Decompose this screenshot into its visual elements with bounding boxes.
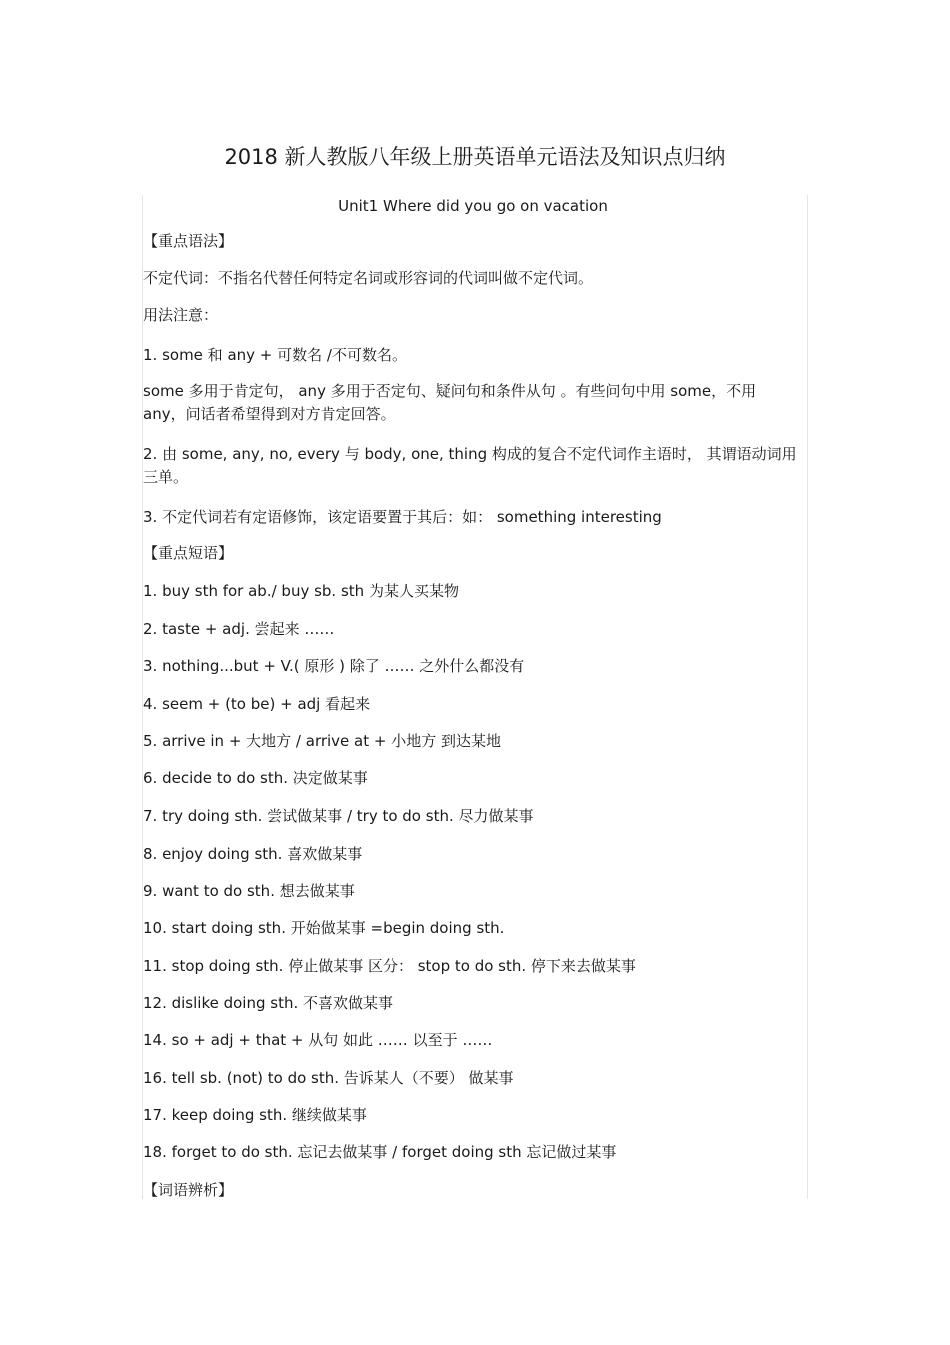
phrase-item: 2. taste + adj. 尝起来 …… <box>143 620 335 638</box>
document-title: 2018 新人教版八年级上册英语单元语法及知识点归纳 <box>224 145 726 169</box>
grammar-point: some 多用于肯定句， any 多用于否定句、疑问句和条件从句 。有些问句中用 some，不用 any，问话者希望得到对方肯定回答。 <box>143 382 757 423</box>
phrase-item: 11. stop doing sth. 停止做某事 区分： stop to do sth. 停下来去做某事 <box>143 957 636 975</box>
phrase-item: 14. so + adj + that + 从句 如此 …… 以至于 …… <box>143 1031 493 1049</box>
phrase-item: 1. buy sth for ab./ buy sb. sth 为某人买某物 <box>143 582 459 600</box>
phrase-item: 8. enjoy doing sth. 喜欢做某事 <box>143 845 363 863</box>
phrase-item: 7. try doing sth. 尝试做某事 / try to do sth. 尽力做某事 <box>143 807 534 825</box>
grammar-point: 2. 由 some, any, no, every 与 body, one, thing 构成的复合不定代词作主语时， 其谓语动词用三单。 <box>143 445 797 486</box>
grammar-section-heading: 【重点语法】 <box>143 232 234 250</box>
phrase-item: 4. seem + (to be) + adj 看起来 <box>143 695 371 713</box>
vocab-section-heading: 【词语辨析】 <box>143 1181 234 1199</box>
phrase-item: 9. want to do sth. 想去做某事 <box>143 882 355 900</box>
grammar-point: 3. 不定代词若有定语修饰，该定语要置于其后：如： something interesting <box>143 508 662 526</box>
phrase-item: 5. arrive in + 大地方 / arrive at + 小地方 到达某地 <box>143 732 502 750</box>
phrase-item: 3. nothing...but + V.( 原形 ) 除了 …… 之外什么都没有 <box>143 657 525 675</box>
usage-note-label: 用法注意： <box>143 306 219 324</box>
unit-heading: Unit1 Where did you go on vacation <box>338 197 608 215</box>
phrase-item: 6. decide to do sth. 决定做某事 <box>143 769 368 787</box>
phrase-item: 18. forget to do sth. 忘记去做某事 / forget doing sth 忘记做过某事 <box>143 1143 617 1161</box>
grammar-definition: 不定代词：不指名代替任何特定名词或形容词的代词叫做不定代词。 <box>143 269 594 287</box>
phrase-item: 10. start doing sth. 开始做某事 =begin doing sth. <box>143 919 505 937</box>
phrase-item: 17. keep doing sth. 继续做某事 <box>143 1106 367 1124</box>
grammar-point: 1. some 和 any + 可数名 /不可数名。 <box>143 346 407 364</box>
phrase-item: 12. dislike doing sth. 不喜欢做某事 <box>143 994 394 1012</box>
phrase-item: 16. tell sb. (not) to do sth. 告诉某人（不要） 做某事 <box>143 1069 514 1087</box>
phrases-section-heading: 【重点短语】 <box>143 544 234 562</box>
